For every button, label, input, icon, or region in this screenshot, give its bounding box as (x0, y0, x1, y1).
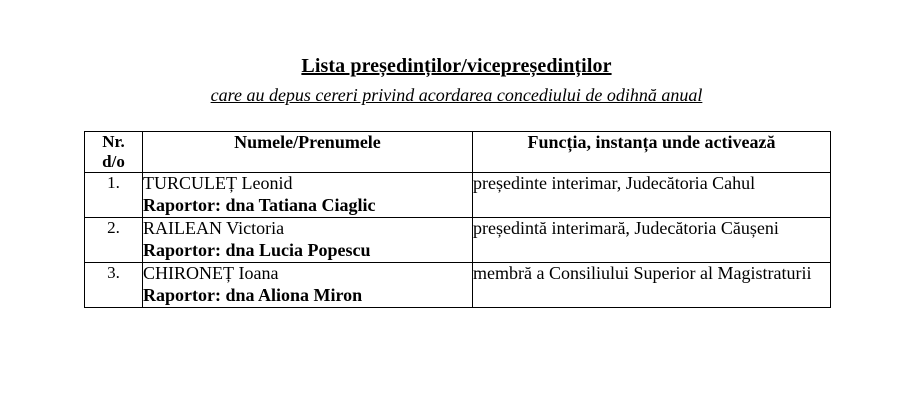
reporter-name: Raportor: dna Tatiana Ciaglic (143, 195, 376, 216)
column-header-function: Funcția, instanța unde activează (473, 132, 831, 173)
function-text: membră a Consiliului Superior al Magistraturii (473, 262, 812, 283)
table-body (85, 173, 831, 308)
page-title: Lista președinților/vicepreședinților (301, 55, 612, 77)
table-row (85, 173, 831, 218)
reporter-name: Raportor: dna Aliona Miron (143, 284, 363, 305)
table-header-row (85, 132, 831, 173)
row-function-cell (473, 173, 831, 218)
row-number: 3. (85, 262, 143, 307)
page-subtitle: care au depus cereri privind acordarea concediului de odihnă anual (210, 85, 703, 105)
row-function-cell (473, 218, 831, 263)
column-header-nr-line2: d/o (102, 152, 125, 172)
person-name: RAILEAN Victoria (143, 218, 285, 238)
table-row (85, 262, 831, 307)
row-name-cell (143, 173, 473, 218)
row-function-cell (473, 262, 831, 307)
list-table-container (84, 131, 830, 308)
function-text: președinte interimar, Judecătoria Cahul (473, 173, 756, 194)
table-header (85, 132, 831, 173)
column-header-name: Numele/Prenumele (143, 132, 473, 173)
row-name-cell (143, 262, 473, 307)
function-text: președintă interimară, Judecătoria Căușeni (473, 218, 779, 238)
title-block (0, 0, 913, 107)
person-name: CHIRONEȚ Ioana (143, 262, 279, 283)
row-name-cell (143, 218, 473, 263)
table-row (85, 218, 831, 263)
column-header-nr-line1: Nr. (102, 132, 125, 151)
row-number: 1. (85, 173, 143, 218)
presidents-list-table (84, 131, 831, 308)
column-header-nr (85, 132, 143, 173)
person-name: TURCULEȚ Leonid (143, 173, 293, 194)
reporter-name: Raportor: dna Lucia Popescu (143, 239, 371, 260)
row-number: 2. (85, 218, 143, 263)
